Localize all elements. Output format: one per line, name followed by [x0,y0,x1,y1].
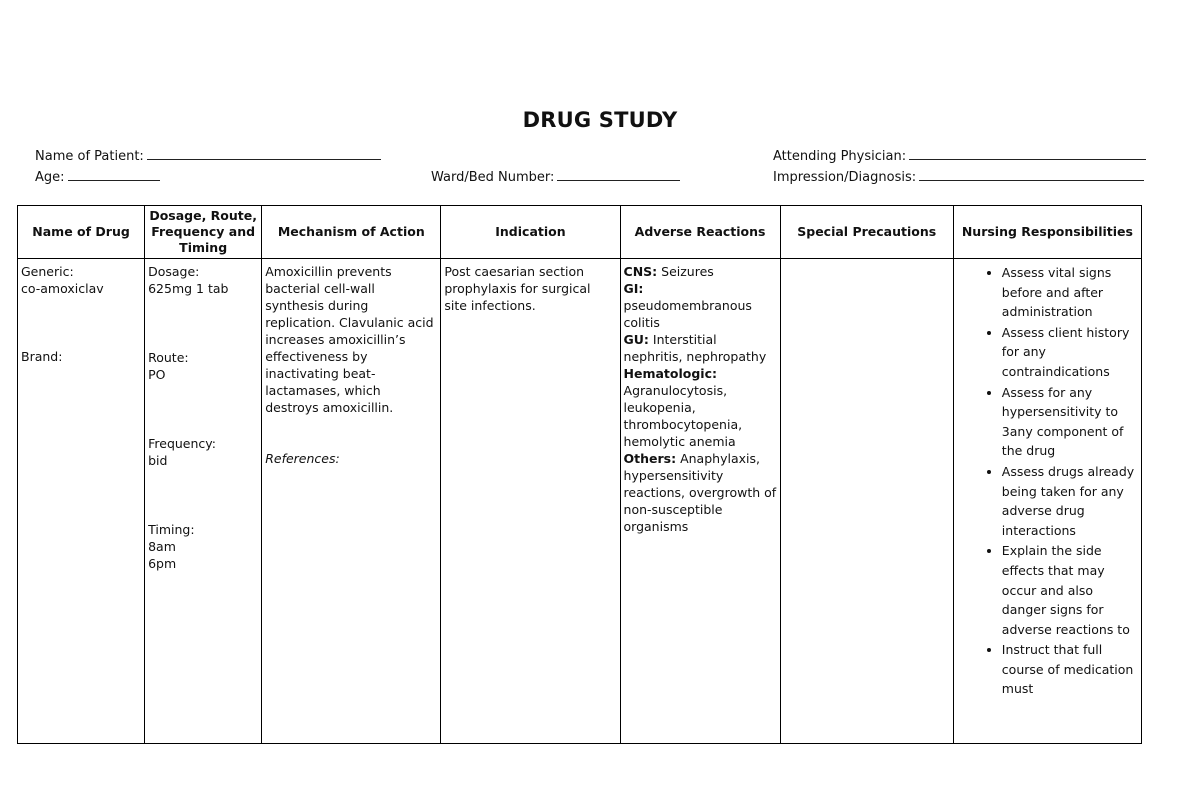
references-label: References: [265,451,340,466]
timing-value-2: 6pm [148,556,177,571]
patient-name-blank [147,146,381,160]
list-item: • Assess vital signs before and after administration [1002,263,1138,322]
ward-bed-field [431,167,680,185]
frequency-value: bid [148,453,168,468]
header-nursing-responsibilities: Nursing Responsibilities [953,206,1141,259]
hematologic-text: Agranulocytosis, leukopenia, thrombocytopenia, hemolytic anemia [623,383,743,449]
frequency-label: Frequency: [148,436,216,451]
route-label: Route: [148,350,189,365]
route-value: PO [148,367,166,382]
cns-text: Seizures [657,264,714,279]
gu-label: GU: [623,332,649,347]
list-item: • Assess client history for any contraindications [1002,323,1138,382]
cell-special-precautions [780,259,953,744]
attending-physician-label: Attending Physician: [773,149,907,164]
timing-label: Timing: [148,522,195,537]
cns-label: CNS: [623,264,658,279]
attending-physician-field [773,146,1146,164]
header-name-of-drug: Name of Drug [18,206,145,259]
diagnosis-label: Impression/Diagnosis: [773,170,917,185]
gu-text: Interstitial nephritis, nephropathy [623,332,767,364]
cell-mechanism [262,259,441,744]
header-dosage: Dosage, Route, Frequency and Timing [145,206,262,259]
table-header-row [18,206,1142,259]
cell-adverse-reactions [620,259,780,744]
gi-label: GI: [623,281,644,296]
brand-label: Brand: [21,349,63,364]
gi-text: pseudomembranous colitis [623,298,752,330]
list-item: • Assess for any hypersensitivity to 3any component of the drug [1002,383,1138,461]
others-text: Anaphylaxis, hypersensitivity reactions, overgrowth of non-susceptible organisms [623,451,777,534]
table-row [18,259,1142,744]
age-blank [68,167,160,181]
others-label: Others: [623,451,677,466]
patient-name-label: Name of Patient: [35,149,144,164]
hematologic-label: Hematologic: [623,366,717,381]
diagnosis-field [773,167,1144,185]
drug-study-table [17,205,1142,744]
header-mechanism: Mechanism of Action [262,206,441,259]
adverse-others [624,450,777,535]
patient-name-field [35,146,381,164]
cell-indication [441,259,620,744]
attending-physician-blank [909,146,1146,160]
cell-dosage [145,259,262,744]
age-field [35,167,160,185]
generic-value: co-amoxiclav [21,281,104,296]
age-label: Age: [35,170,65,185]
dosage-label: Dosage: [148,264,200,279]
indication-text: Post caesarian section prophylaxis for surgical site infections. [444,264,591,313]
timing-value-1: 8am [148,539,176,554]
adverse-cns [624,263,777,280]
generic-label: Generic: [21,264,74,279]
ward-bed-blank [557,167,680,181]
header-indication: Indication [441,206,620,259]
mechanism-text: Amoxicillin prevents bacterial cell-wall synthesis during replication. Clavulanic acid increases amoxicillin’s effectiveness by inactivating beat-lactamases, which destroys amoxicillin. [265,264,434,415]
dosage-value: 625mg 1 tab [148,281,229,296]
document-title: DRUG STUDY [522,108,678,132]
diagnosis-blank [919,167,1144,181]
header-adverse-reactions: Adverse Reactions [620,206,780,259]
list-item: • Assess drugs already being taken for any adverse drug interactions [1002,462,1138,540]
cell-name-of-drug [18,259,145,744]
header-special-precautions: Special Precautions [780,206,953,259]
list-item: • Explain the side effects that may occur and also danger signs for adverse reactions to [1002,541,1138,639]
ward-bed-label: Ward/Bed Number: [431,170,555,185]
list-item: • Instruct that full course of medication must [1002,640,1138,699]
nursing-list [957,263,1138,699]
adverse-gu [624,331,777,365]
cell-nursing-responsibilities [953,259,1141,744]
